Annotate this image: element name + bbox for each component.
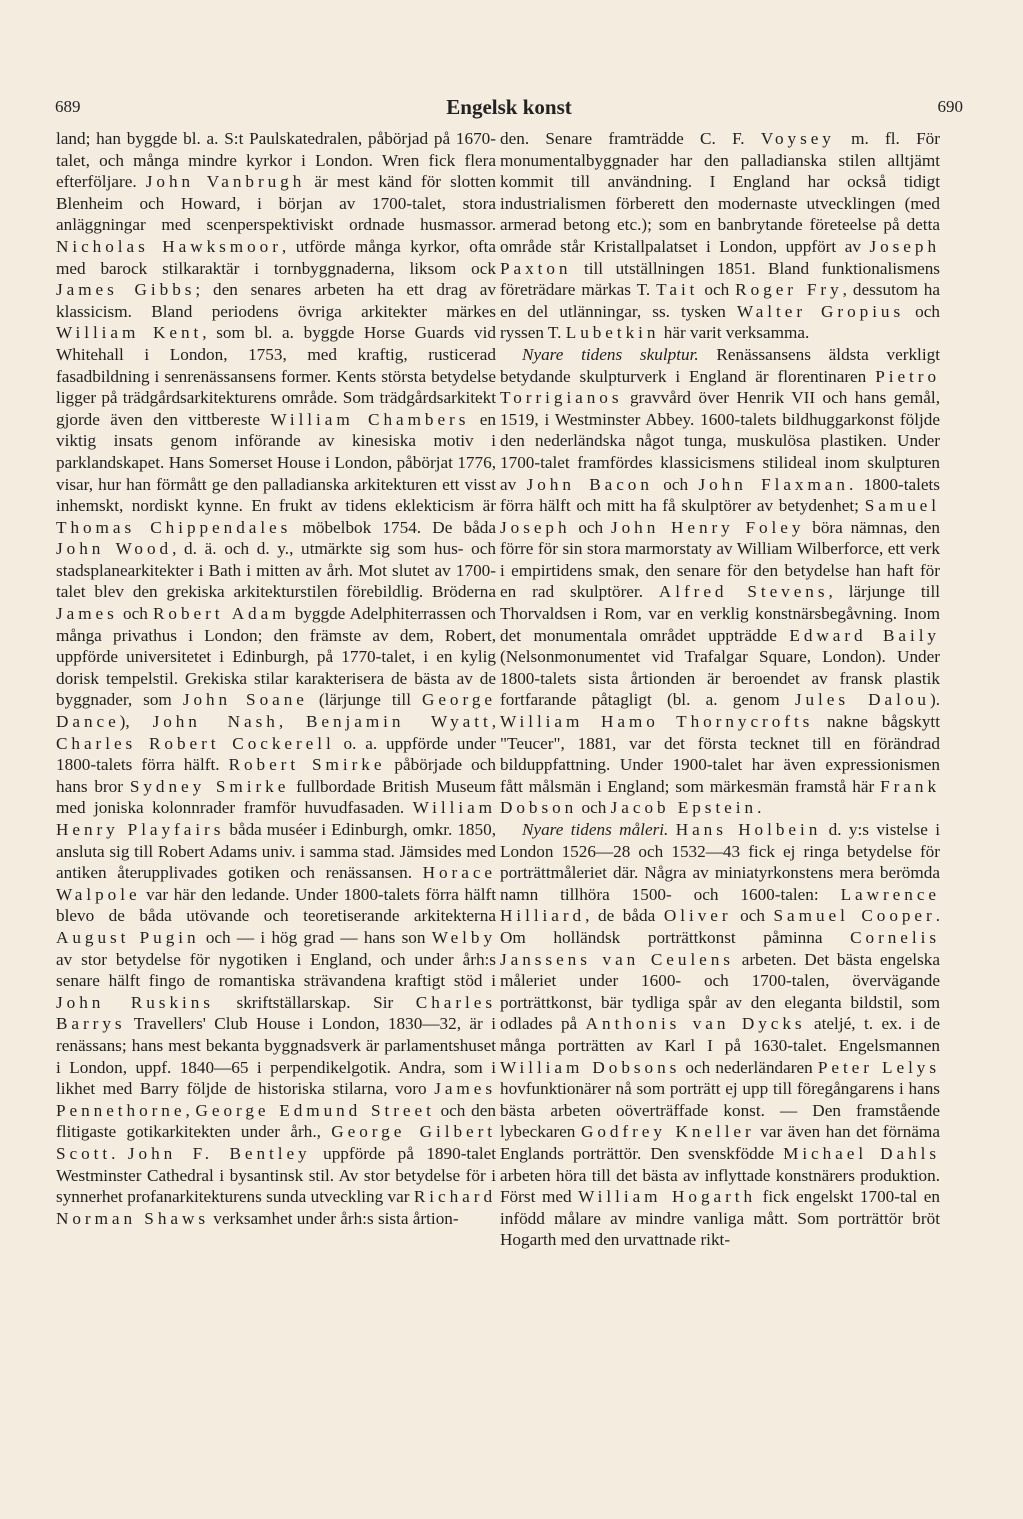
text-run: och den flitigaste gotikarkitekten under årh.,: [56, 1100, 496, 1142]
spaced-name: Michael Dahls: [783, 1143, 940, 1163]
spaced-name: Samuel Cooper: [773, 906, 936, 926]
spaced-name: John Vanbrugh: [145, 172, 306, 192]
right-page-number: 690: [937, 97, 963, 116]
text-run: verksamhet under årh:s sista årtion-: [208, 1208, 459, 1228]
left-column: [56, 128, 496, 1229]
spaced-name: John Bacon: [526, 474, 653, 494]
text-run: land; han byggde bl. a. S:t Paulskatedralen, påbörjad på 1670-talet, och många mindre kyrkor i London. Wren fick flera efterföljare.: [56, 129, 496, 192]
text-run: gravvård över Henrik VII och hans gemål, 1519, i Westminster Abbey. 1600-talets bildhuggarkonst följde den nederländska något tunga, muskulösa plastiken. Under 1700-talet framfördes klassicismens stilideal inom skulpturen av: [500, 388, 940, 494]
text-run: och nederländaren: [680, 1057, 818, 1077]
spaced-name: Thomas Chippendales: [56, 517, 292, 537]
text-run: d. y:s vistelse i London 1526—28 och 1532—43 fick ej ringa betydelse för porträttmåleriet där. Några av miniatyrkonstens mera berömda namn tillhöra 1500- och 1600-talen:: [500, 820, 941, 904]
text-run: och: [731, 906, 774, 926]
text-run: . Om holländsk porträttkonst påminna: [500, 906, 940, 947]
text-run: fullbordade British Museum med joniska kolonnrader framför huvudfasaden.: [56, 776, 497, 818]
spaced-name: Robert Adam: [152, 604, 290, 624]
text-run: till utställningen 1851. Bland funktionalismens företrädare märkas T.: [500, 258, 940, 300]
text-run: , dessutom ha en del utlänningar, ss. tysken: [500, 280, 941, 321]
spaced-name: William Chambers: [270, 409, 470, 429]
spaced-name: James: [56, 604, 118, 624]
spaced-name: Welby: [431, 927, 496, 947]
spaced-name: Anthonis van Dycks: [585, 1014, 806, 1034]
spaced-name: Peter Lelys: [817, 1057, 940, 1077]
text-run: (Nelsonmonumentet vid Trafalgar Square, London). Under 1800-talets sista årtionden är beroendet av fransk plastik fortfarande påtagligt (bl. a. genom: [500, 647, 940, 710]
text-run: möbelbok 1754. De båda: [291, 517, 496, 537]
text-run: [668, 820, 675, 839]
text-run: och ryssen T.: [500, 301, 940, 343]
spaced-name: Roger Fry: [735, 280, 843, 300]
spaced-name: William Hogarth: [578, 1187, 757, 1207]
text-run: och: [117, 604, 153, 624]
spaced-name: Tait: [656, 280, 699, 300]
text-run: ,: [491, 712, 497, 732]
spaced-name: Samuel Joseph: [500, 496, 940, 537]
spaced-name: Godfrey Kneller: [580, 1122, 755, 1142]
spaced-name: Edward Baily: [789, 625, 940, 645]
spaced-name: Richard Norman Shaws: [56, 1187, 496, 1228]
text-run: hovfunktionärer nå som porträtt ej upp till föregångarens i hans bästa arbeten oöverträffade konst. — Den framstående lybeckaren: [500, 1079, 940, 1142]
text-run: här varit verksamma.: [659, 323, 810, 343]
text-run: uppförde på 1890-talet Westminster Cathedral i bysantinsk stil. Av stor betydelse för i synnerhet profanarkitekturens sunda utveckling var: [56, 1143, 497, 1207]
text-run: ,: [185, 1100, 196, 1120]
spaced-name: Lawrence Hilliard: [500, 884, 940, 926]
spaced-name: Benjamin Wyatt: [305, 712, 492, 732]
spaced-name: William Dobsons: [500, 1057, 681, 1077]
spaced-name: Voysey: [760, 129, 835, 148]
text-run: ).: [929, 690, 940, 710]
text-run: var här den ledande. Under 1800-talets förra hälft blevo de båda utövande och teoretiserande arkitekterna: [56, 884, 496, 926]
spaced-name: John Henry Foley: [610, 517, 805, 537]
text-run: , utförde många kyrkor, ofta med barock stilkaraktär i tornbyggnaderna, liksom ock: [56, 236, 496, 278]
spaced-name: John Ruskins: [56, 992, 214, 1012]
spaced-name: John Wood: [56, 539, 173, 559]
spaced-name: George Dance: [56, 690, 496, 732]
text-run: , de båda: [585, 906, 664, 926]
spaced-name: Hans Holbein: [675, 820, 822, 839]
paragraph: [56, 128, 496, 1229]
text-run: Travellers' Club House i London, 1830—32, är i renässans; hans mest bekanta byggnadsverk är parlamentshuset i London, uppf. 1840—65 i perpendikelgotik. Andra, som i likhet med Barry följde de historiska stilarna, voro: [56, 1014, 496, 1099]
spaced-name: James Pennethorne: [56, 1079, 496, 1120]
text-run: , d. ä. och d. y., utmärkte sig som hus- och stadsplanearkitekter i Bath i mitten av årh. Mot slutet av 1700-talet blev den grekiska arkitekturstilen förebildlig. Bröderna: [56, 539, 496, 602]
page-header: [55, 92, 963, 122]
spaced-name: John Flaxman: [698, 474, 849, 494]
spaced-name: Alfred Stevens: [658, 582, 829, 602]
spaced-name: August Pugin: [56, 927, 200, 947]
spaced-name: John F. Bentley: [127, 1143, 311, 1163]
spaced-name: Charles Robert Cockerell: [56, 733, 335, 753]
spaced-name: George Edmund Street: [195, 1100, 435, 1120]
spaced-name: James Gibbs: [56, 280, 196, 300]
paragraph: [500, 344, 940, 819]
text-run: arbeten höra till det bästa av inflyttade konstnärers produktion. Först med: [500, 1165, 940, 1207]
text-run: den. Senare framträdde C. F.: [500, 129, 761, 148]
spaced-name: John Soane: [182, 690, 308, 710]
paragraph: [500, 819, 940, 1251]
spaced-name: Joseph Paxton: [500, 236, 940, 278]
text-run: och: [698, 280, 736, 300]
text-run: böra nämnas, den förre för sin stora marmorstaty av William Wilberforce, ett verk i empirtidens smak, den senare för den betydelse han haft för en rad skulptörer.: [500, 517, 940, 602]
text-run: fick engelskt 1700-tal en infödd målare av mindre vanliga mått. Som porträttör bröt Hogarth med den urvattnade rikt-: [500, 1187, 940, 1250]
spaced-name: Walter Gropius: [736, 301, 905, 321]
spaced-name: William Hamo Thornycrofts: [500, 712, 814, 732]
spaced-name: George Gilbert Scott: [56, 1122, 496, 1163]
section-heading: Nyare tidens skulptur.: [522, 344, 699, 364]
text-run: ; den senares arbeten ha ett drag av klassicism. Bland periodens övriga arkitekter märkes: [56, 280, 496, 321]
text-run: Renässansens äldsta verkligt betydande skulpturverk i England är florentinaren: [500, 344, 940, 386]
spaced-name: Horace Walpole: [56, 863, 496, 904]
running-title: Engelsk konst: [446, 94, 572, 119]
spaced-name: William Henry Playfairs: [56, 798, 496, 839]
right-column: [500, 128, 940, 1251]
text-run: ateljé, t. ex. i de många porträtten av Karl I på 1630-talet. Engelsmannen: [500, 1014, 940, 1055]
text-run: och: [577, 798, 611, 818]
text-run: m. fl. För monumentalbyggnader har den palladianska stilen alltjämt kommit till användning. I England har också tidigt industrialismen förberett den modernaste utvecklingen (med armerad betong etc.); som en banbrytande företeelse på detta område står Kristallpalatset i London, uppfört av: [500, 129, 940, 256]
left-page-number: 689: [55, 97, 81, 116]
text-run: och: [570, 517, 611, 537]
spaced-name: Oliver: [663, 906, 732, 926]
spaced-name: Jacob Epstein: [610, 798, 758, 818]
text-run: skriftställarskap. Sir: [213, 992, 416, 1012]
text-run: en viktig insats genom införande av kinesiska motiv i parklandskapet. Hans Somerset House i London, påbörjat 1776, visar, hur han förmått ge den palladianska arkitekturen ett visst inhemskt, nordiskt kynne. En frukt av tidens eklekticism är: [56, 409, 496, 516]
section-heading: Nyare tidens måleri.: [522, 820, 669, 839]
text-run: arbeten. Det bästa engelska måleriet under 1600- och 1700-talen, övervägande porträttkonst, bär tydliga spår av den eleganta bildstil, som odlades på: [500, 949, 940, 1034]
spaced-name: Pietro Torrigianos: [500, 366, 940, 408]
spaced-name: Frank Dobson: [500, 776, 940, 818]
spaced-name: Nicholas Hawksmoor: [56, 236, 282, 256]
spaced-name: William Kent: [56, 323, 203, 343]
text-run: .: [111, 1143, 128, 1163]
paragraph: [500, 128, 940, 344]
spaced-name: Cornelis Janssens van Ceulens: [500, 927, 940, 969]
spaced-name: Sydney Smirke: [129, 776, 290, 796]
text-run: (lärjunge till: [307, 690, 422, 710]
text-run: och — i hög grad — hans son: [199, 927, 432, 947]
spaced-name: Charles Barrys: [56, 992, 496, 1034]
text-run: ,: [278, 712, 306, 732]
text-run: byggde Adelphiterrassen och många privathus i London; den främste av dem, Robert, uppförde universitetet i Edinburgh, på 1770-talet, i en kylig dorisk tempelstil. Grekiska stilar karakterisera de bästa av de byggnader, som: [56, 604, 496, 710]
text-run: . 1800-talets förra hälft och mitt ha få skulptörer av betydenhet;: [500, 474, 940, 516]
spaced-name: Lubetkin: [565, 323, 660, 343]
text-run: o. a. uppförde under 1800-talets förra hälft.: [56, 733, 496, 775]
text-run: nakne bågskytt "Teucer", 1881, var det första tecknet till en förändrad bilduppfattning. Under 1900-talet har även expressionismen fått målsmän i England; som märkesmän framstå här: [500, 712, 940, 796]
text-run: , som bl. a. byggde Horse Guards vid Whitehall i London, 1753, med kraftig, rusticerad fasadbildning i senrenässansens former. Kents största betydelse ligger på trädgårdsarkitekturens område. Som trädgårdsarkitekt gjorde även den vittbereste: [56, 323, 496, 429]
text-run: av stor betydelse för nygotiken i England, och under årh:s senare hälft fingo de romantiska strävandena kraftigt stöd i: [56, 949, 496, 991]
spaced-name: Jules Dalou: [794, 690, 930, 710]
spaced-name: Robert Smirke: [228, 755, 386, 775]
text-run: ),: [119, 712, 153, 732]
text-run: är mest känd för slotten Blenheim och Howard, i början av 1700-talet, stora anläggningar med scenperspektiviskt ordnade husmassor.: [56, 172, 496, 235]
spaced-name: John Nash: [152, 712, 279, 732]
text-run: , lärjunge till Thorvaldsen i Rom, var en verklig konstnärsbegåvning. Inom det monumentala området uppträdde: [500, 582, 940, 645]
text-run: påbörjade och hans bror: [56, 755, 496, 796]
text-run: båda muséer i Edinburgh, omkr. 1850, ansluta sig till Robert Adams univ. i samma stad. Jämsides med antiken återupplivades gotiken och renässansen.: [56, 820, 496, 883]
text-run: var även han det förnäma Englands porträttör. Den svenskfödde: [500, 1122, 940, 1163]
text-run: .: [757, 798, 762, 818]
text-run: och: [652, 474, 699, 494]
